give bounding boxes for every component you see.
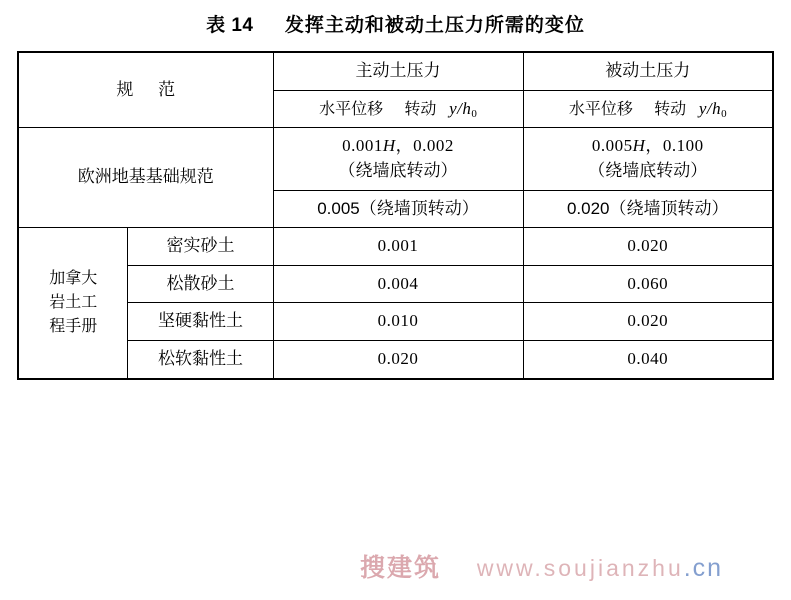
cell-soil-type: 松散砂土: [128, 265, 273, 303]
cell-line-2: （绕墙底转动）: [588, 160, 708, 180]
watermark-url-text: www.soujianzhu: [476, 555, 684, 581]
passive-ratio-symbol: y/h: [698, 98, 722, 118]
cell-active-value: 0.001: [273, 228, 523, 266]
canada-label-line-2: 岩土工: [49, 293, 98, 311]
canada-label-line-1: 加拿大: [49, 269, 98, 287]
watermark-url-tld: .cn: [683, 554, 724, 582]
active-ratio-symbol: y/h: [449, 98, 472, 118]
cell-euro-active-top-rotation: 0.005（绕墙顶转动）: [273, 190, 523, 228]
cell-euro-passive-bottom-rotation: [523, 128, 773, 190]
cell-euro-active-bottom-rotation: [273, 128, 523, 190]
header-cell-passive-sub: 水平位移 转动 $y/h_0$: [523, 90, 773, 128]
cell-soil-type: 坚硬黏性土: [128, 303, 273, 341]
table-row: [18, 265, 773, 303]
row-label-eurocode: 欧洲地基基础规范: [18, 128, 273, 228]
table-row: [18, 128, 773, 190]
cell-active-value: 0.004: [273, 265, 523, 303]
watermark: [360, 548, 723, 584]
cell-passive-value: 0.040: [523, 341, 773, 379]
table-row: [18, 303, 773, 341]
watermark-cn-text: 搜建筑: [360, 554, 442, 582]
cell-euro-passive-top-rotation: 0.020（绕墙顶转动）: [523, 190, 773, 228]
table-header-row-top: [18, 52, 773, 90]
cell-active-value: 0.020: [273, 341, 523, 379]
header-cell-passive-pressure: 被动土压力: [523, 52, 773, 90]
table-row: [18, 228, 773, 266]
active-ratio-subscript: 0: [471, 107, 477, 120]
passive-ratio-subscript: 0: [721, 107, 727, 120]
table-title-text: 发挥主动和被动土压力所需的变位: [284, 15, 585, 36]
table-number: 表 14: [206, 15, 254, 36]
row-label-canada-manual: [18, 228, 128, 379]
cell-line-1: 0.001H，0.002: [342, 136, 454, 156]
cell-line-2: （绕墙底转动）: [338, 160, 458, 180]
cell-passive-value: 0.020: [523, 228, 773, 266]
canada-label-line-3: 程手册: [49, 317, 98, 335]
cell-active-value: 0.010: [273, 303, 523, 341]
page-title: [0, 0, 791, 51]
table-row: [18, 341, 773, 379]
header-cell-standard: 规 范: [18, 52, 273, 128]
cell-passive-value: 0.060: [523, 265, 773, 303]
header-cell-active-sub: 水平位移 转动 $y/h_0$: [273, 90, 523, 128]
header-cell-active-pressure: 主动土压力: [273, 52, 523, 90]
cell-soil-type: 密实砂土: [128, 228, 273, 266]
cell-soil-type: 松软黏性土: [128, 341, 273, 379]
cell-line-1: 0.005H，0.100: [591, 136, 704, 156]
earth-pressure-table: [17, 51, 774, 380]
cell-passive-value: 0.020: [523, 303, 773, 341]
